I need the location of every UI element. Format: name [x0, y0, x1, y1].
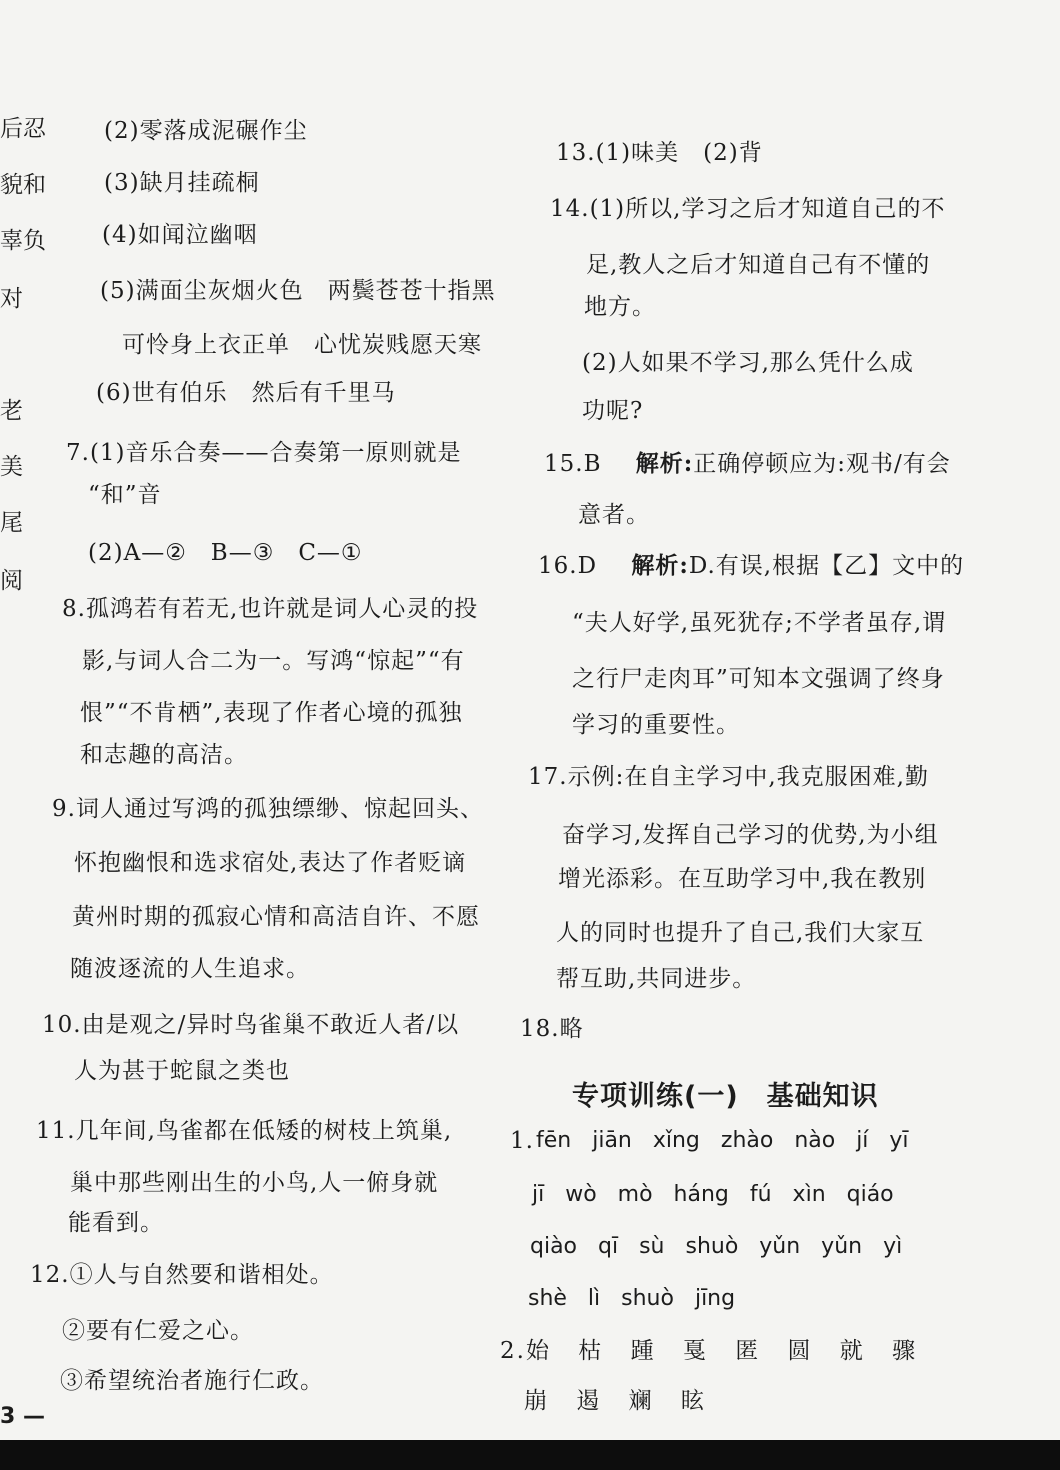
answer-17-line3: 增光添彩。在互助学习中,我在教别 — [558, 866, 927, 892]
pinyin-line-3: qiào qī sù shuò yǔn yǔn yì — [530, 1234, 903, 1259]
answer-16-text: D.有误,根据【乙】文中的 — [688, 553, 965, 579]
edge-text-2: 貌和 — [0, 172, 46, 198]
answer-15-label: 解析: — [635, 450, 694, 477]
answer-15-number: 15.B — [544, 451, 602, 477]
answer-7-line3: (2)A—② B—③ C—① — [88, 540, 363, 566]
answer-8-line2: 影,与词人合二为一。写鸿“惊起”“有 — [82, 648, 465, 674]
pinyin-line-1: fēn jiān xǐng zhào nào jí yī — [536, 1128, 909, 1153]
answer-14-line5: 功呢? — [582, 398, 644, 424]
edge-text-8: 阅 — [0, 568, 23, 594]
answer-8-line3: 恨”“不肯栖”,表现了作者心境的孤独 — [80, 700, 463, 726]
edge-text-4: 对 — [0, 286, 23, 312]
answer-14-line4: (2)人如果不学习,那么凭什么成 — [582, 350, 914, 376]
answer-10-line2: 人为甚于蛇鼠之类也 — [74, 1058, 290, 1084]
answer-12-line3: ③希望统治者施行仁政。 — [60, 1368, 324, 1394]
answer-12-line2: ②要有仁爱之心。 — [62, 1318, 254, 1344]
answer-6-5-line1: (5)满面尘灰烟火色 两鬓苍苍十指黑 — [100, 278, 496, 304]
characters-line-1: 2.始 枯 踵 戛 匿 圆 就 骤 — [500, 1338, 918, 1364]
answer-17-line5: 帮互助,共同进步。 — [556, 966, 757, 992]
answer-18: 18.略 — [520, 1016, 584, 1042]
edge-text-5: 老 — [0, 398, 23, 424]
answer-9-line4: 随波逐流的人生追求。 — [70, 956, 310, 982]
edge-text-3: 辜负 — [0, 228, 46, 254]
answer-11-line3: 能看到。 — [68, 1210, 164, 1236]
answer-16-line4: 学习的重要性。 — [572, 712, 740, 738]
answer-7-line1: 7.(1)音乐合奏——合奏第一原则就是 — [66, 440, 462, 466]
answer-16-line1 — [538, 552, 964, 581]
answer-9-line3: 黄州时期的孤寂心情和高洁自许、不愿 — [72, 904, 480, 930]
answer-17-line2: 奋学习,发挥自己学习的优势,为小组 — [562, 822, 939, 848]
answer-16-line3: 之行尸走肉耳”可知本文强调了终身 — [572, 666, 945, 692]
answer-9-line1: 9.词人通过写鸿的孤独缥缈、惊起回头、 — [52, 796, 484, 822]
pinyin-line-4: shè lì shuò jīng — [528, 1286, 736, 1311]
answer-6-3: (3)缺月挂疏桐 — [104, 170, 260, 196]
answer-6-5-line2: 可怜身上衣正单 心忧炭贱愿天寒 — [122, 332, 482, 358]
answer-16-line2: “夫人好学,虽死犹存;不学者虽存,谓 — [572, 610, 947, 636]
answer-16-number: 16.D — [538, 553, 598, 579]
pinyin-line-2: jī wò mò háng fú xìn qiáo — [532, 1182, 894, 1207]
answer-6-6: (6)世有伯乐 然后有千里马 — [96, 380, 396, 406]
edge-text-7: 尾 — [0, 510, 23, 536]
answer-13: 13.(1)味美 (2)背 — [556, 140, 763, 166]
answer-16-label: 解析: — [631, 552, 689, 579]
answer-9-line2: 怀抱幽恨和选求宿处,表达了作者贬谪 — [74, 850, 467, 876]
answer-15-line2: 意者。 — [578, 502, 650, 528]
answer-11-line2: 巢中那些刚出生的小鸟,人一俯身就 — [70, 1170, 439, 1196]
answer-6-2: (2)零落成泥碾作尘 — [104, 118, 308, 144]
answer-15-text: 正确停顿应为:观书/有会 — [693, 451, 951, 477]
edge-text-6: 美 — [0, 454, 23, 480]
characters-line-2: 崩 遏 斓 眩 — [524, 1388, 706, 1414]
page-number: 3 — — [0, 1404, 45, 1429]
answer-7-line2: “和”音 — [88, 482, 162, 508]
scan-bottom-edge — [0, 1440, 1060, 1470]
answer-12-line1: 12.①人与自然要和谐相处。 — [30, 1262, 334, 1288]
answer-8-line1: 8.孤鸿若有若无,也许就是词人心灵的投 — [62, 596, 479, 622]
answer-14-line2: 足,教人之后才知道自己有不懂的 — [586, 252, 931, 278]
answer-14-line3: 地方。 — [584, 294, 656, 320]
answer-11-line1: 11.几年间,鸟雀都在低矮的树枝上筑巢, — [36, 1118, 453, 1144]
pinyin-question-number: 1. — [510, 1128, 534, 1154]
answer-8-line4: 和志趣的高洁。 — [80, 742, 248, 768]
answer-17-line1: 17.示例:在自主学习中,我克服困难,勤 — [528, 764, 929, 790]
answer-6-4: (4)如闻泣幽咽 — [102, 222, 258, 248]
answer-10-line1: 10.由是观之/异时鸟雀巢不敢近人者/以 — [42, 1012, 460, 1038]
edge-text-1: 后忍 — [0, 116, 46, 142]
answer-14-line1: 14.(1)所以,学习之后才知道自己的不 — [550, 196, 946, 222]
section-title: 专项训练(一) 基础知识 — [572, 1081, 879, 1112]
answer-15-line1 — [544, 450, 951, 479]
answer-17-line4: 人的同时也提升了自己,我们大家互 — [556, 920, 925, 946]
